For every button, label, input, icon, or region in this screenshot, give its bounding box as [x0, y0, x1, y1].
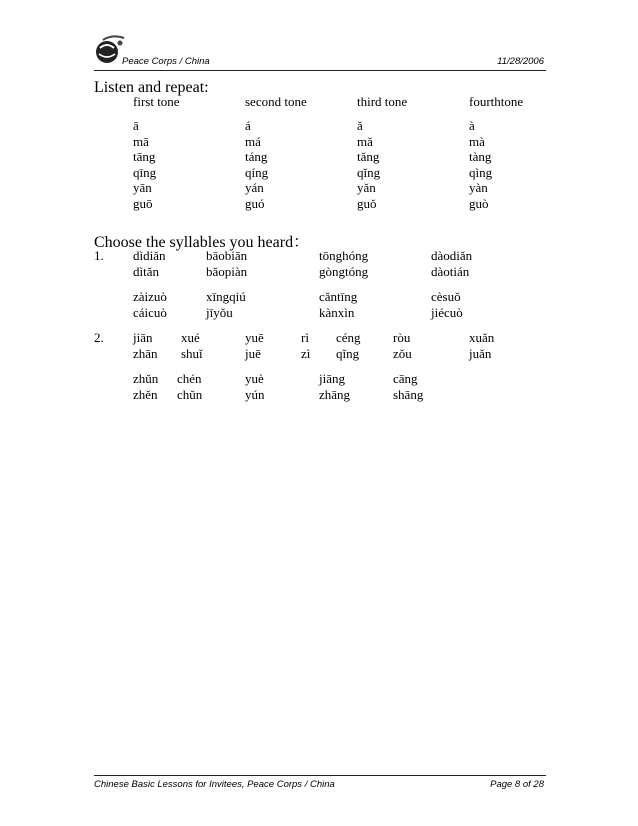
syllable-option: jiécuò — [431, 304, 463, 320]
syllable-pair — [431, 289, 463, 320]
syllable-option: chǔn — [177, 386, 203, 402]
syllable-option: bǎopiàn — [206, 263, 248, 279]
syllable-option: juē — [245, 345, 261, 361]
syllable: yán — [245, 180, 264, 195]
syllable-option: dìdiǎn — [133, 248, 166, 263]
header-org-label: Peace Corps / China — [122, 56, 210, 67]
syllable: guò — [469, 195, 489, 211]
syllable-option: shuǐ — [181, 345, 203, 361]
syllable-pair — [336, 330, 361, 361]
syllable-pair — [133, 248, 166, 279]
header-divider — [94, 70, 546, 71]
syllable-pair — [206, 289, 246, 320]
syllable-option: yuè — [245, 371, 264, 386]
syllable: má — [245, 133, 261, 149]
syllable-pair — [431, 248, 472, 279]
syllable: tāng — [133, 149, 156, 164]
syllable: á — [245, 118, 251, 133]
syllable-option: zhān — [133, 345, 158, 361]
column-header-third-tone: third tone — [357, 94, 408, 109]
syllable-pair — [133, 371, 158, 402]
syllable-option: jiāng — [319, 371, 345, 386]
column-header-second-tone: second tone — [245, 94, 307, 109]
syllable-option: bāobiān — [206, 248, 248, 263]
syllable-option: zhǔn — [133, 371, 159, 386]
syllable-option: chén — [177, 371, 202, 386]
syllable-option: jiān — [133, 330, 153, 345]
syllable: guǒ — [357, 195, 377, 211]
syllable: yǎn — [357, 180, 376, 195]
question-number-1: 1. — [94, 248, 104, 263]
syllable-option: ròu — [393, 330, 411, 345]
syllable: yàn — [469, 180, 488, 195]
column-header-fourth-tone: fourthtone — [469, 94, 524, 109]
syllable-option: dàodiǎn — [431, 248, 473, 263]
syllable-option: dìtǎn — [133, 263, 159, 279]
syllable-option: cǎntīng — [319, 289, 358, 304]
syllable-option: gòngtóng — [319, 263, 369, 279]
syllable-pair — [245, 371, 265, 402]
syllable-pair — [319, 371, 350, 402]
syllable-option: zǒu — [393, 345, 412, 361]
syllable: qíng — [245, 164, 269, 180]
syllable-option: zhāng — [319, 386, 351, 402]
tone-column-fourth — [469, 118, 492, 211]
syllable: mǎ — [357, 133, 373, 149]
syllable-pair — [133, 330, 158, 361]
syllable: táng — [245, 149, 268, 164]
syllable-option: tōnghóng — [319, 248, 369, 263]
syllable-option: kànxìn — [319, 304, 355, 320]
syllable-option: xīngqiú — [206, 289, 246, 304]
syllable-pair — [319, 289, 357, 320]
syllable-pair — [319, 248, 368, 279]
syllable: qìng — [469, 164, 493, 180]
syllable: tǎng — [357, 149, 380, 164]
syllable-option: juǎn — [469, 345, 492, 361]
syllable-option: cāng — [393, 371, 418, 386]
syllable-option: dàotián — [431, 263, 470, 279]
syllable-option: rì — [301, 330, 309, 345]
syllable-pair — [133, 289, 167, 320]
syllable-pair — [469, 330, 494, 361]
syllable-option: xuǎn — [469, 330, 495, 345]
tone-column-first — [133, 118, 156, 211]
syllable-option: jīyǒu — [206, 304, 233, 320]
footer-divider — [94, 775, 546, 776]
syllable: ǎ — [357, 118, 363, 133]
syllable-option: zhěn — [133, 386, 158, 402]
syllable: guó — [245, 195, 265, 211]
syllable: qǐng — [357, 164, 381, 180]
syllable-option: cáicuò — [133, 304, 167, 320]
syllable: yān — [133, 180, 152, 195]
header-date: 11/28/2006 — [497, 56, 544, 67]
footer-document-title: Chinese Basic Lessons for Invitees, Peace Corps / China — [94, 779, 335, 790]
syllable: guō — [133, 195, 153, 211]
syllable-option: xué — [181, 330, 200, 345]
syllable-option: zì — [301, 345, 311, 361]
syllable-pair — [245, 330, 264, 361]
syllable-pair — [393, 330, 412, 361]
syllable-pair — [181, 330, 203, 361]
column-header-first-tone: first tone — [133, 94, 180, 109]
syllable-option: céng — [336, 330, 361, 345]
syllable-option: zàizuò — [133, 289, 167, 304]
syllable-option: yún — [245, 386, 265, 402]
footer-page-number: Page 8 of 28 — [490, 779, 544, 790]
syllable-option: cèsuǒ — [431, 289, 461, 304]
syllable: mà — [469, 133, 485, 149]
syllable: tàng — [469, 149, 492, 164]
section-title-choose-syllables: Choose the syllables you heard： — [94, 234, 310, 251]
syllable: qīng — [133, 164, 157, 180]
syllable: à — [469, 118, 475, 133]
syllable-option: yuē — [245, 330, 264, 345]
syllable-pair — [206, 248, 247, 279]
tone-column-third — [357, 118, 380, 211]
syllable-option: shāng — [393, 386, 424, 402]
tone-column-second — [245, 118, 268, 211]
syllable: ā — [133, 118, 139, 133]
syllable-option: qǐng — [336, 345, 360, 361]
syllable-pair — [301, 330, 310, 361]
section-title-listen-repeat: Listen and repeat: — [94, 79, 209, 96]
syllable-pair — [393, 371, 423, 402]
syllable-pair — [177, 371, 202, 402]
syllable: mā — [133, 133, 149, 149]
question-number-2: 2. — [94, 330, 104, 345]
